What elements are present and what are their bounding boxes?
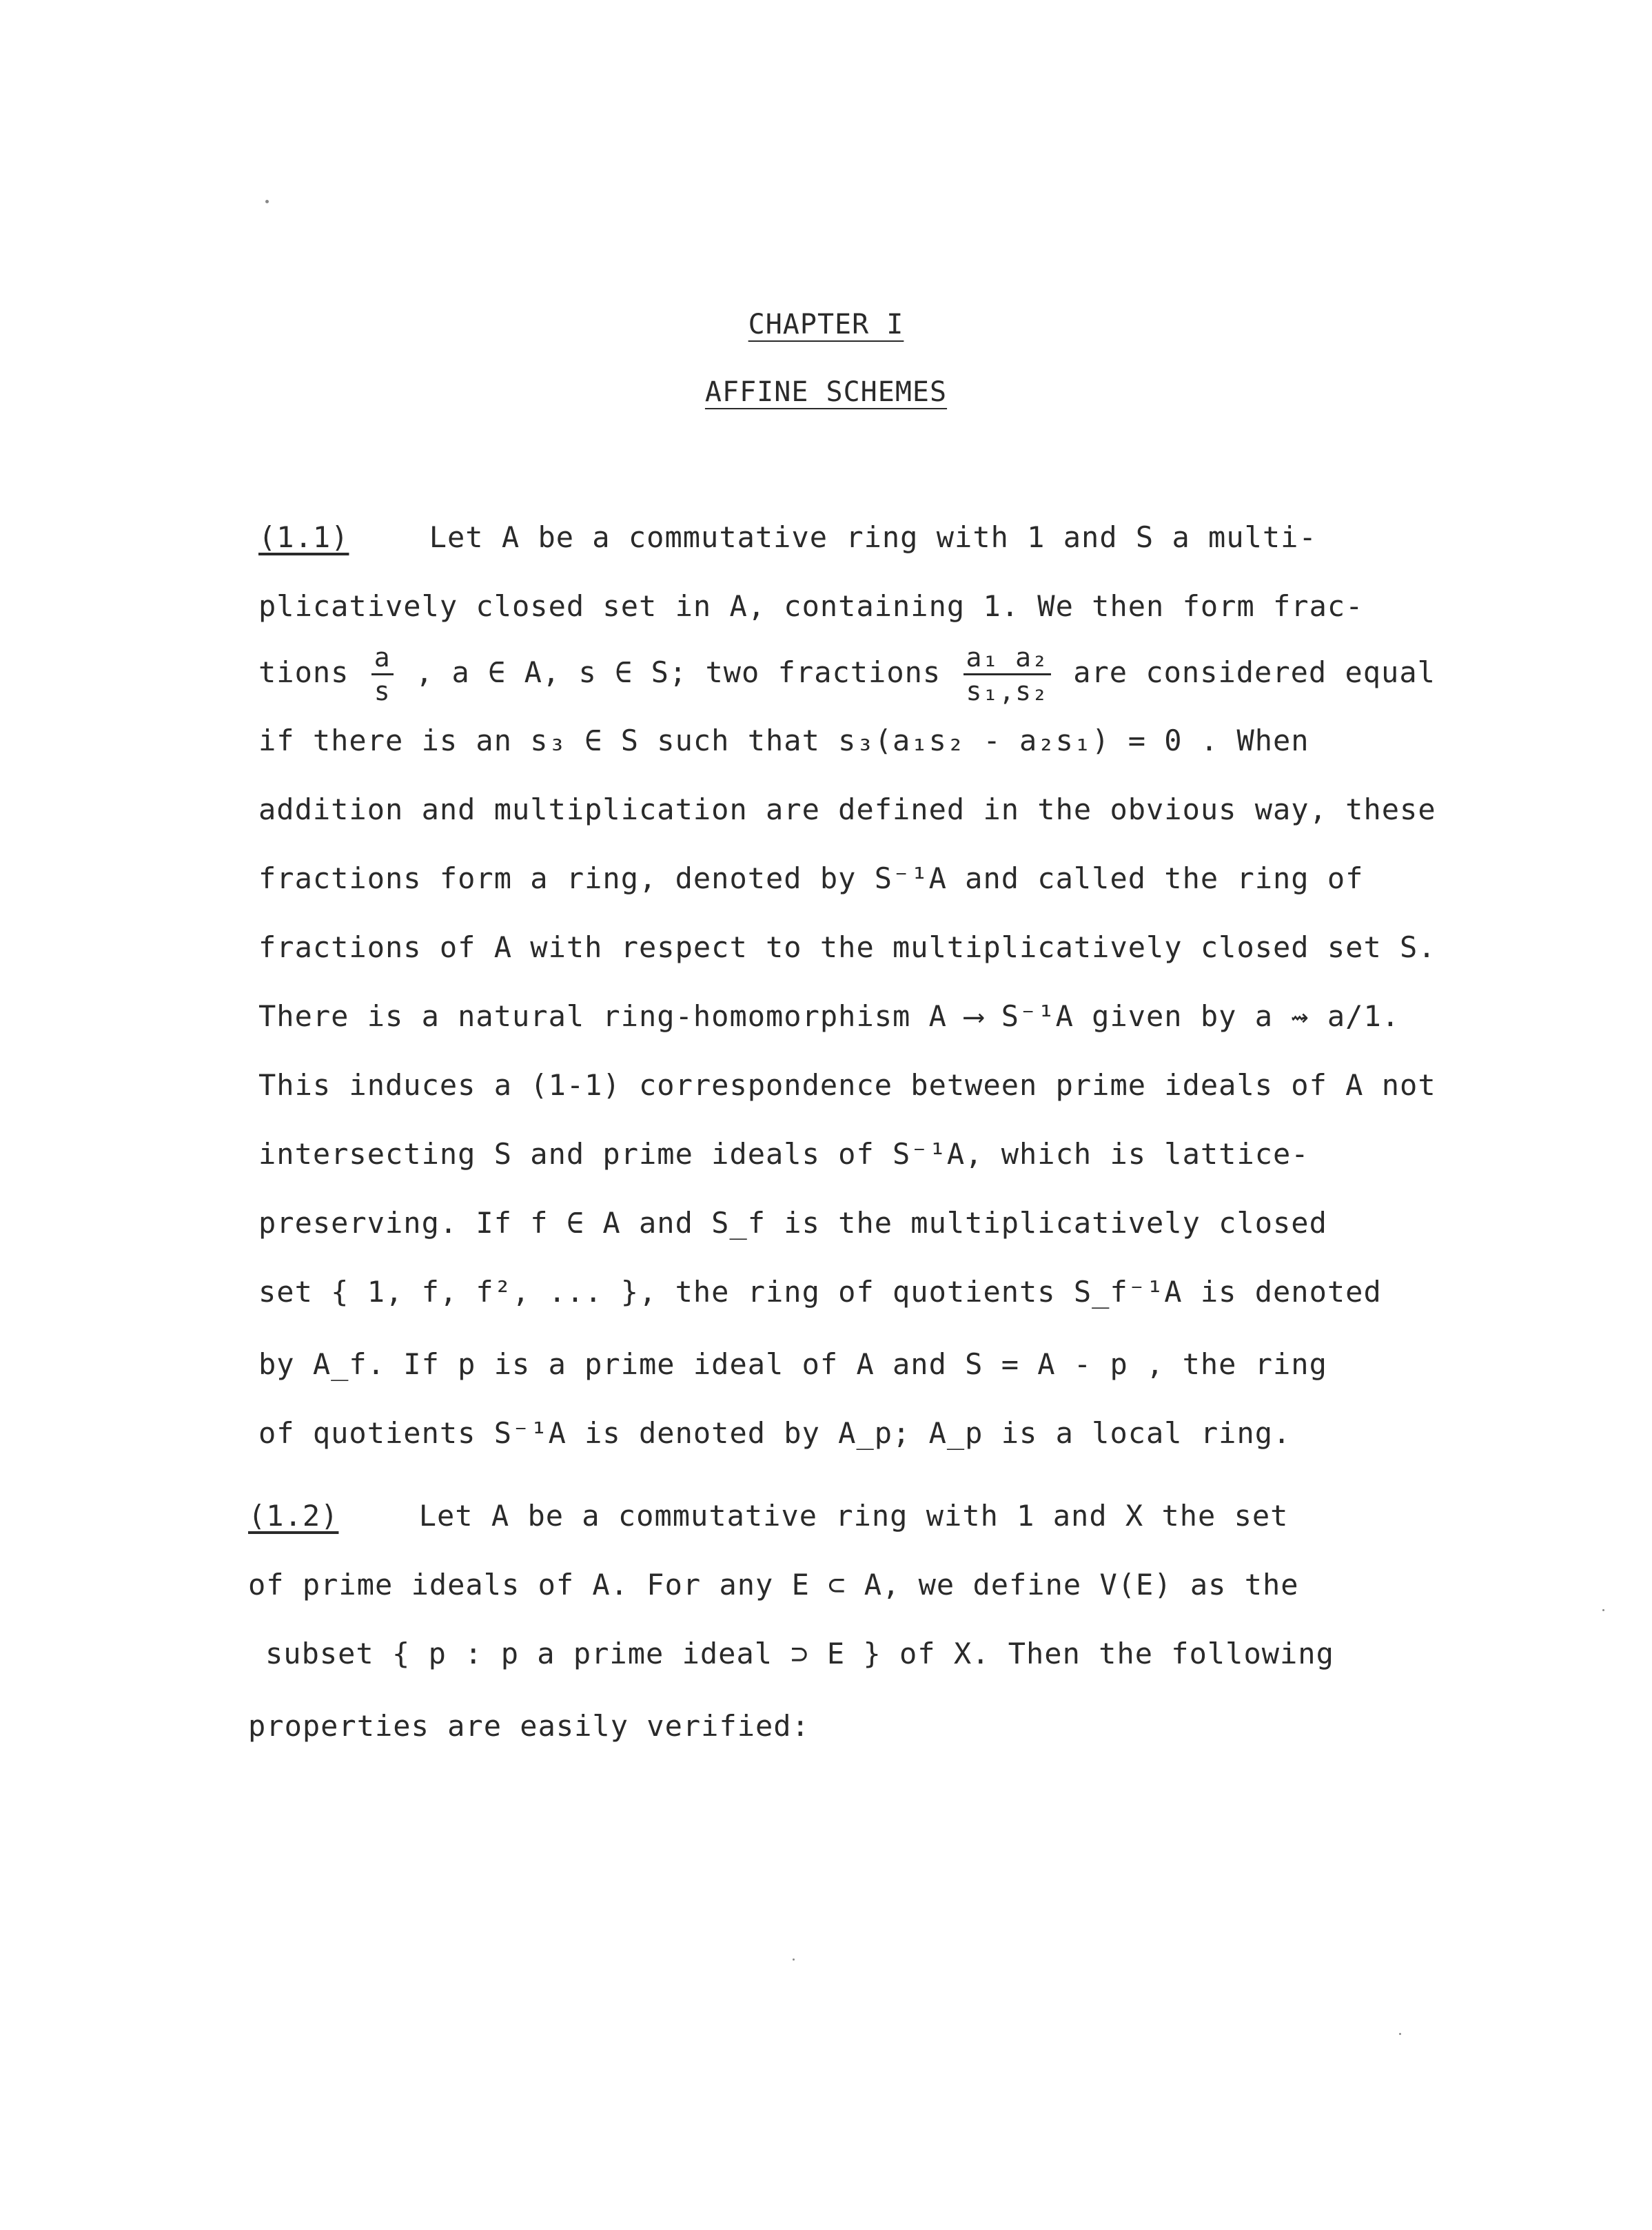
paragraph-line	[258, 644, 1436, 704]
paragraph-line: There is a natural ring-homomorphism A ⟶ S⁻¹A given by a ⇝ a/1.	[258, 999, 1400, 1033]
paragraph-line: preserving. If f ∈ A and S_f is the multiplicatively closed	[258, 1206, 1327, 1240]
paragraph-line: set { 1, f, f², ... }, the ring of quotients S_f⁻¹A is denoted	[258, 1275, 1382, 1309]
paragraph-line: properties are easily verified:	[248, 1709, 810, 1743]
chapter-title-text: AFFINE SCHEMES	[704, 376, 948, 408]
paragraph-line	[258, 520, 1317, 554]
paragraph-line: of prime ideals of A. For any E ⊂ A, we define V(E) as the	[248, 1568, 1299, 1602]
fraction-denominator: s	[374, 676, 391, 706]
section-label: (1.1)	[258, 520, 349, 554]
chapter-heading	[0, 309, 1652, 340]
fraction-denominator: s₁,s₂	[966, 676, 1048, 706]
line-text: Let A be a commutative ring with 1 and S a multi-	[429, 520, 1317, 554]
paragraph-line: fractions form a ring, denoted by S⁻¹A and called the ring of	[258, 861, 1364, 895]
paragraph-line: subset { p : p a prime ideal ⊃ E } of X. Then the following	[265, 1637, 1334, 1670]
chapter-title	[0, 376, 1652, 408]
line-text: are considered equal	[1073, 655, 1436, 689]
paragraph-line: addition and multiplication are defined in the obvious way, these	[258, 792, 1436, 826]
fraction-numerator: a	[371, 644, 394, 675]
paragraph-line: of quotients S⁻¹A is denoted by A_p; A_p is a local ring.	[258, 1416, 1292, 1450]
paragraph-line: by A_f. If p is a prime ideal of A and S = A - p , the ring	[258, 1347, 1327, 1381]
line-text: tions	[258, 655, 367, 689]
paragraph-line: intersecting S and prime ideals of S⁻¹A, which is lattice-	[258, 1137, 1309, 1171]
fraction-a-over-s	[371, 644, 394, 704]
line-text: , a ∈ A, s ∈ S; two fractions	[415, 655, 959, 689]
line-text: Let A be a commutative ring with 1 and X the set	[418, 1499, 1289, 1533]
stray-mark	[1602, 1609, 1604, 1611]
paragraph-line	[248, 1499, 1288, 1533]
fraction-numerator: a₁ a₂	[963, 644, 1051, 675]
fraction-pair	[963, 644, 1051, 704]
paragraph-line: fractions of A with respect to the multiplicatively closed set S.	[258, 930, 1436, 964]
section-label: (1.2)	[248, 1499, 339, 1533]
paragraph-line: plicatively closed set in A, containing 1. We then form frac-	[258, 589, 1364, 623]
stray-mark	[793, 1958, 795, 1961]
chapter-heading-text: CHAPTER I	[748, 309, 904, 340]
stray-mark	[265, 200, 269, 203]
stray-mark	[1399, 2033, 1401, 2035]
paragraph-line: This induces a (1-1) correspondence between prime ideals of A not	[258, 1068, 1436, 1102]
paragraph-line: if there is an s₃ ∈ S such that s₃(a₁s₂ - a₂s₁) = 0 . When	[258, 724, 1309, 757]
